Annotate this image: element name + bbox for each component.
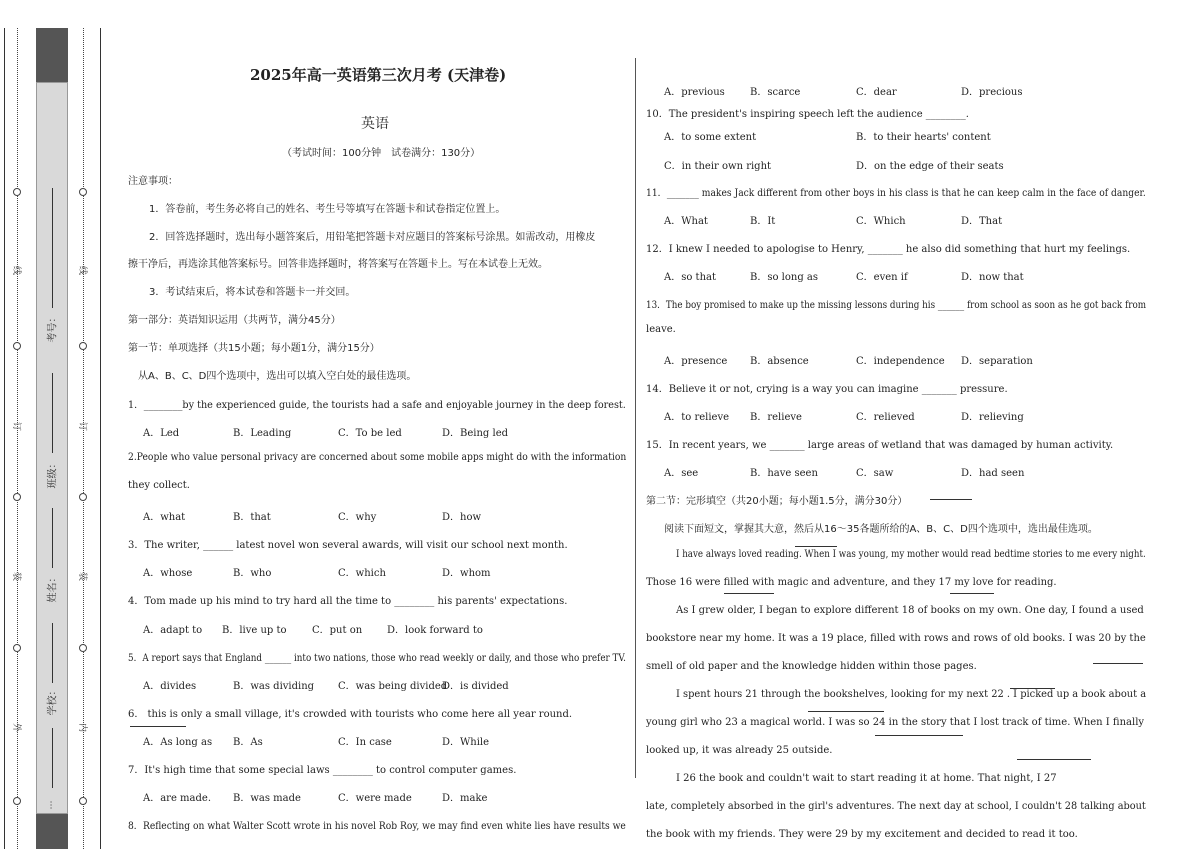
answer-blank bbox=[795, 546, 837, 547]
option: D．is divided bbox=[442, 681, 509, 692]
school-line-extra bbox=[52, 728, 53, 788]
option: D．While bbox=[442, 737, 490, 748]
option: B．absence bbox=[750, 356, 809, 367]
option: B．live up to bbox=[222, 625, 287, 636]
question-text: 15．In recent years, we _______ large areas of wetland that was damaged by human activity. bbox=[646, 440, 1114, 451]
option: B．that bbox=[233, 512, 271, 523]
binding-hole bbox=[79, 342, 87, 350]
option: C．To be led bbox=[338, 428, 402, 439]
option: C．were made bbox=[338, 793, 412, 804]
option: A．see bbox=[664, 468, 699, 479]
option: A．What bbox=[664, 216, 708, 227]
binding-hole bbox=[13, 797, 21, 805]
question-text: 4．Tom made up his mind to try hard all the time to ________ his parents' expectations. bbox=[128, 596, 568, 607]
passage-line: I spent hours 21 through the bookshelves, looking for my next 22 . I picked up a book about a bbox=[676, 689, 1147, 700]
class-line bbox=[52, 373, 53, 453]
binding-mark: 线 bbox=[77, 265, 88, 276]
binding-mark: 订 bbox=[11, 421, 22, 432]
option: B．scarce bbox=[750, 87, 801, 98]
option: C．in their own right bbox=[664, 161, 772, 172]
binding-dark-block-top bbox=[36, 28, 68, 82]
option: A．to some extent bbox=[664, 132, 757, 143]
name-label: 姓名： bbox=[47, 572, 59, 603]
option: C．put on bbox=[312, 625, 363, 636]
answer-blank bbox=[930, 499, 972, 500]
binding-hole bbox=[79, 493, 87, 501]
answer-blank bbox=[1010, 688, 1055, 689]
exam-info: （考试时间：100分钟 试卷满分：130分） bbox=[282, 148, 481, 159]
school-label: 学校： bbox=[47, 685, 59, 716]
binding-hole bbox=[13, 493, 21, 501]
binding-hole bbox=[13, 644, 21, 652]
option: B．Leading bbox=[233, 428, 292, 439]
binding-mark: 线 bbox=[11, 265, 22, 276]
column-divider bbox=[635, 58, 636, 778]
option: D．whom bbox=[442, 568, 491, 579]
question-text: 13．The boy promised to make up the missing lessons during his ______ from school as soon as he got back from bbox=[646, 300, 1147, 311]
option: D．had seen bbox=[961, 468, 1025, 479]
section1-instruction: 从A、B、C、D四个选项中，选出可以填入空白处的最佳选项。 bbox=[138, 371, 417, 382]
option: D．make bbox=[442, 793, 488, 804]
class-label: 班级： bbox=[47, 458, 59, 489]
answer-blank bbox=[724, 593, 774, 594]
page-title: 2025年高一英语第三次月考 (天津卷) bbox=[250, 66, 507, 84]
passage-line: I 26 the book and couldn't wait to start reading it at home. That night, I 27 bbox=[676, 773, 1057, 784]
question-text: 7．It's high time that some special laws ________ to control computer games. bbox=[128, 765, 517, 776]
question-text: 1．________by the experienced guide, the tourists had a safe and enjoyable journey in the deep forest. bbox=[128, 400, 626, 411]
name-line bbox=[52, 508, 53, 568]
answer-blank bbox=[1093, 663, 1143, 664]
option: A．presence bbox=[664, 356, 728, 367]
option: C．which bbox=[338, 568, 386, 579]
option: C．even if bbox=[856, 272, 908, 283]
option: D．look forward to bbox=[387, 625, 483, 636]
option: C．why bbox=[338, 512, 377, 523]
option: D．how bbox=[442, 512, 482, 523]
question-text: 14．Believe it or not, crying is a way you can imagine _______ pressure. bbox=[646, 384, 1008, 395]
option: D．on the edge of their seats bbox=[856, 161, 1004, 172]
binding-margin bbox=[0, 28, 104, 849]
option: A．so that bbox=[664, 272, 716, 283]
question-text-cont: leave. bbox=[646, 324, 676, 335]
binding-hole bbox=[79, 797, 87, 805]
option: B．was dividing bbox=[233, 681, 315, 692]
passage-line: Those 16 were filled with magic and adventure, and they 17 my love for reading. bbox=[646, 577, 1057, 588]
passage-line: the book with my friends. They were 29 by my excitement and decided to read it too. bbox=[646, 829, 1078, 840]
school-line bbox=[52, 623, 53, 683]
option: B．It bbox=[750, 216, 776, 227]
notice-item: 3．考试结束后，将本试卷和答题卡一并交回。 bbox=[149, 287, 356, 298]
option: B．As bbox=[233, 737, 263, 748]
option: A．previous bbox=[664, 87, 725, 98]
binding-hole bbox=[13, 188, 21, 196]
binding-mark: 订 bbox=[77, 421, 88, 432]
option: A．As long as bbox=[143, 737, 213, 748]
option: A．divides bbox=[143, 681, 197, 692]
question-text: 5．A report says that England ______ into two nations, those who read weekly or daily, and those who prefer TV. bbox=[128, 653, 626, 664]
option: D．precious bbox=[961, 87, 1023, 98]
option: C．dear bbox=[856, 87, 897, 98]
passage-line: late, completely absorbed in the girl's adventures. The next day at school, I couldn't 28 talking about bbox=[646, 801, 1146, 812]
option: D．That bbox=[961, 216, 1003, 227]
option: A．to relieve bbox=[664, 412, 730, 423]
question-text: 10．The president's inspiring speech left the audience ________. bbox=[646, 109, 969, 120]
option: C．saw bbox=[856, 468, 894, 479]
frame-right bbox=[100, 28, 101, 849]
binding-hole bbox=[79, 644, 87, 652]
option: B．who bbox=[233, 568, 272, 579]
option: A．are made. bbox=[143, 793, 212, 804]
option: C．In case bbox=[338, 737, 392, 748]
section2-instruction: 阅读下面短文，掌握其大意，然后从16～35各题所给的A、B、C、D四个选项中，选出最佳选项。 bbox=[664, 524, 1098, 535]
binding-mark: 装 bbox=[77, 571, 88, 582]
question-text: 3．The writer, ______ latest novel won several awards, will visit our school next month. bbox=[128, 540, 568, 551]
option: C．independence bbox=[856, 356, 945, 367]
binding-mark: 外 bbox=[11, 722, 22, 733]
option: A．whose bbox=[143, 568, 193, 579]
part1-heading: 第一部分：英语知识运用（共两节，满分45分） bbox=[128, 315, 341, 326]
notice-item: 2．回答选择题时，选出每小题答案后，用铅笔把答题卡对应题目的答案标号涂黑。如需改动，用橡皮 bbox=[149, 232, 596, 243]
answer-blank bbox=[808, 711, 884, 712]
question-text: 8．Reflecting on what Walter Scott wrote in his novel Rob Roy, we may find even white lies have results we bbox=[128, 821, 626, 832]
question-text: 6． this is only a small village, it's crowded with tourists who come here all year round. bbox=[128, 709, 573, 720]
option: D．separation bbox=[961, 356, 1033, 367]
option: B．to their hearts' content bbox=[856, 132, 991, 143]
passage-line: I have always loved reading. When I was young, my mother would read bedtime stories to me every night. bbox=[676, 549, 1146, 560]
option: D．now that bbox=[961, 272, 1024, 283]
frame-left bbox=[4, 28, 5, 849]
question-text: 2.People who value personal privacy are concerned about some mobile apps might do with the information bbox=[128, 452, 627, 463]
binding-hole bbox=[13, 342, 21, 350]
passage-line: bookstore near my home. It was a 19 place, filled with rows and rows of old books. I was 20 by the bbox=[646, 633, 1146, 644]
answer-blank bbox=[130, 726, 186, 727]
option: B．have seen bbox=[750, 468, 818, 479]
option: B．was made bbox=[233, 793, 301, 804]
binding-mark: 内 bbox=[77, 722, 88, 733]
binding-dots: … bbox=[47, 800, 58, 810]
subject-title: 英语 bbox=[361, 116, 389, 132]
passage-line: smell of old paper and the knowledge hidden within those pages. bbox=[646, 661, 977, 672]
exam-number-line bbox=[52, 188, 53, 308]
notice-heading: 注意事项： bbox=[128, 176, 178, 187]
notice-item: 1．答卷前，考生务必将自己的姓名、考生号等填写在答题卡和试卷指定位置上。 bbox=[149, 204, 506, 215]
exam-number-label: 考号： bbox=[47, 312, 59, 343]
option: D．relieving bbox=[961, 412, 1024, 423]
option: C．was being divided bbox=[338, 681, 448, 692]
option: C．Which bbox=[856, 216, 906, 227]
section1-heading: 第一节：单项选择（共15小题；每小题1分，满分15分） bbox=[128, 343, 380, 354]
question-text-cont: they collect. bbox=[128, 480, 190, 491]
option: A．what bbox=[143, 512, 186, 523]
option: C．relieved bbox=[856, 412, 915, 423]
option: A．Led bbox=[143, 428, 180, 439]
binding-hole bbox=[79, 188, 87, 196]
question-text: 12．I knew I needed to apologise to Henry, _______ he also did something that hurt my feelings. bbox=[646, 244, 1131, 255]
passage-line: young girl who 23 a magical world. I was so 24 in the story that I lost track of time. When I finally bbox=[646, 717, 1145, 728]
answer-blank bbox=[875, 735, 963, 736]
option: B．so long as bbox=[750, 272, 819, 283]
question-text: 11．_______ makes Jack different from other boys in his class is that he can keep calm in the face of danger. bbox=[646, 188, 1146, 199]
answer-blank bbox=[950, 593, 994, 594]
option: B．relieve bbox=[750, 412, 802, 423]
section2-heading: 第二节：完形填空（共20小题；每小题1.5分，满分30分） bbox=[646, 496, 908, 507]
passage-line: looked up, it was already 25 outside. bbox=[646, 745, 833, 756]
notice-item: 擦干净后，再选涂其他答案标号。回答非选择题时，将答案写在答题卡上。写在本试卷上无效。 bbox=[128, 259, 548, 270]
binding-mark: 装 bbox=[11, 571, 22, 582]
answer-blank bbox=[1017, 759, 1091, 760]
passage-line: As I grew older, I began to explore different 18 of books on my own. One day, I found a used bbox=[676, 605, 1144, 616]
option: D．Being led bbox=[442, 428, 509, 439]
binding-dark-block-bottom bbox=[36, 814, 68, 849]
option: A．adapt to bbox=[143, 625, 203, 636]
